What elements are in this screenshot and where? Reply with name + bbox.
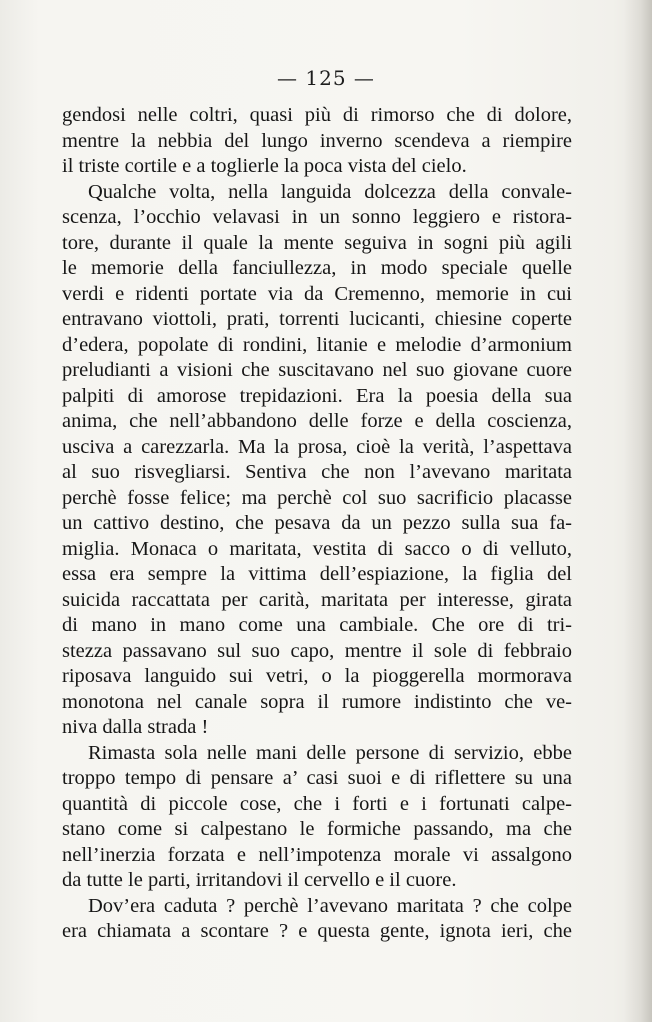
text-line: le memorie della fanciullezza, in modo speciale quelle <box>62 257 572 279</box>
text-line: riposava languido sui vetri, o la pioggerella mormorava <box>62 665 572 687</box>
text-line: il triste cortile e a toglierle la poca vista del cielo. <box>62 155 467 177</box>
text-line: stano come si calpestano le formiche passando, ma che <box>62 818 572 840</box>
text-line: al suo risvegliarsi. Sentiva che non l’avevano maritata <box>62 461 572 483</box>
text-line: troppo tempo di pensare a’ casi suoi e di riflettere su una <box>62 767 572 789</box>
text-line: scenza, l’occhio velavasi in un sonno leggiero e ristora- <box>62 206 572 228</box>
text-line: essa era sempre la vittima dell’espiazione, la figlia del <box>62 563 572 585</box>
text-line: preludianti a visioni che suscitavano nel suo giovane cuore <box>62 359 572 381</box>
text-line: tore, durante il quale la mente seguiva in sogni più agili <box>62 232 572 254</box>
text-line: un cattivo destino, che pesava da un pezzo sulla sua fa- <box>62 512 572 534</box>
text-line: Qualche volta, nella languida dolcezza della convale- <box>88 181 572 203</box>
text-line: quantità di piccole cose, che i forti e i fortunati calpe- <box>62 793 572 815</box>
text-line: suicida raccattata per carità, maritata per interesse, girata <box>62 589 572 611</box>
text-line: monotona nel canale sopra il rumore indistinto che ve- <box>62 691 572 713</box>
text-line: anima, che nell’abbandono delle forze e della coscienza, <box>62 410 572 432</box>
text-line: di mano in mano come una cambiale. Che ore di tri- <box>62 614 572 636</box>
text-line: verdi e ridenti portate via da Cremenno, memorie in cui <box>62 283 572 305</box>
text-line: gendosi nelle coltri, quasi più di rimorso che di dolore, <box>62 104 572 126</box>
text-line: era chiamata a scontare ? e questa gente, ignota ieri, che <box>62 920 572 942</box>
text-line: usciva a carezzarla. Ma la prosa, cioè la verità, l’aspettava <box>62 436 572 458</box>
text-line: stezza passavano sul suo capo, mentre il sole di febbraio <box>62 640 572 662</box>
text-line: niva dalla strada ! <box>62 716 209 738</box>
text-line: mentre la nebbia del lungo inverno scendeva a riempire <box>62 130 572 152</box>
text-line: nell’inerzia forzata e nell’impotenza morale vi assalgono <box>62 844 572 866</box>
text-line: Rimasta sola nelle mani delle persone di servizio, ebbe <box>88 742 572 764</box>
page-number: — 125 — <box>277 66 375 90</box>
page-edge-shadow <box>624 0 652 1022</box>
text-line: palpiti di amorose trepidazioni. Era la poesia della sua <box>62 385 572 407</box>
text-line: d’edera, popolate di rondini, litanie e melodie d’armonium <box>62 334 572 356</box>
text-line: entravano viottoli, prati, torrenti lucicanti, chiesine coperte <box>62 308 572 330</box>
text-line: Dov’era caduta ? perchè l’avevano maritata ? che colpe <box>88 895 572 917</box>
text-line: da tutte le parti, irritandovi il cervello e il cuore. <box>62 869 457 891</box>
text-line: miglia. Monaca o maritata, vestita di sacco o di velluto, <box>62 538 572 560</box>
text-line: perchè fosse felice; ma perchè col suo sacrificio placasse <box>62 487 572 509</box>
